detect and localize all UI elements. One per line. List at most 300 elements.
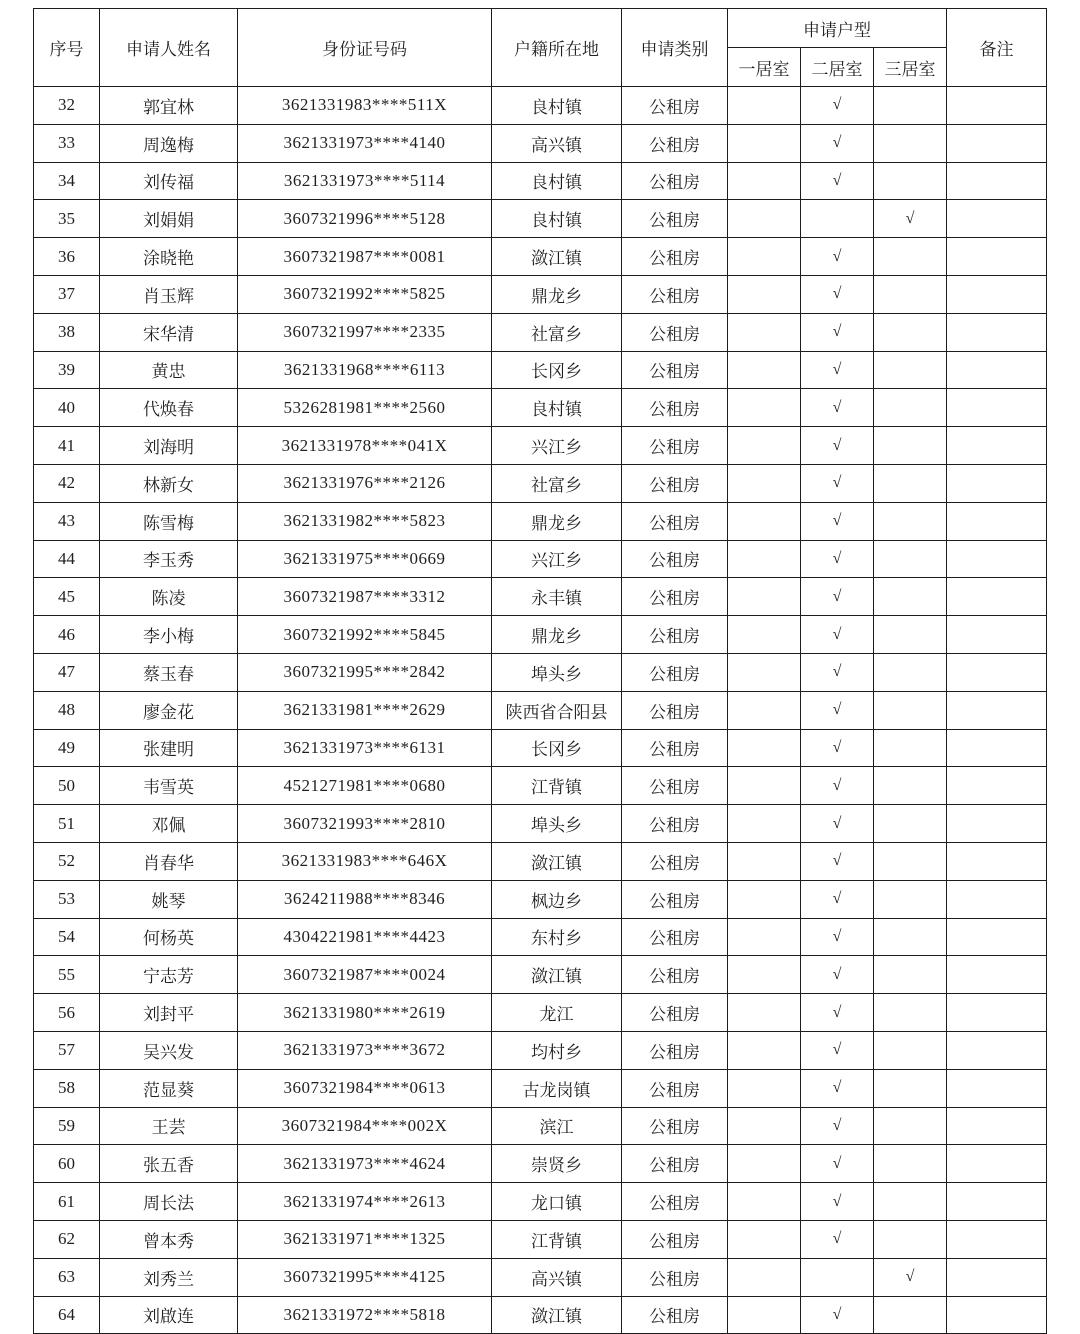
table-row [34,994,1047,1032]
cell-id-number: 3621331973****4140 [238,124,492,162]
cell-type-one [728,502,801,540]
table-row [34,1183,1047,1221]
cell-serial: 52 [34,842,100,880]
cell-serial: 55 [34,956,100,994]
cell-applicant-name: 周逸梅 [100,124,238,162]
cell-remark [947,1069,1047,1107]
cell-type-three [874,275,947,313]
cell-location: 兴江乡 [492,540,622,578]
cell-type-one [728,1258,801,1296]
cell-applicant-name: 刘传福 [100,162,238,200]
cell-remark [947,1145,1047,1183]
cell-type-two: √ [801,880,874,918]
cell-type-one [728,87,801,125]
cell-category: 公租房 [622,1296,728,1334]
cell-id-number: 3621331983****511X [238,87,492,125]
cell-applicant-name: 宁志芳 [100,956,238,994]
cell-type-two: √ [801,238,874,276]
cell-applicant-name: 郭宜林 [100,87,238,125]
cell-remark [947,805,1047,843]
cell-serial: 54 [34,918,100,956]
table-row [34,275,1047,313]
cell-type-one [728,162,801,200]
cell-serial: 56 [34,994,100,1032]
cell-category: 公租房 [622,1031,728,1069]
cell-serial: 34 [34,162,100,200]
cell-location: 良村镇 [492,87,622,125]
table-row [34,238,1047,276]
table-row [34,124,1047,162]
table-row [34,1107,1047,1145]
cell-type-one [728,389,801,427]
cell-applicant-name: 廖金花 [100,691,238,729]
cell-remark [947,351,1047,389]
cell-serial: 43 [34,502,100,540]
cell-location: 长冈乡 [492,351,622,389]
cell-applicant-name: 周长法 [100,1183,238,1221]
table-row [34,389,1047,427]
cell-type-one [728,124,801,162]
cell-applicant-name: 陈雪梅 [100,502,238,540]
cell-serial: 38 [34,313,100,351]
cell-type-three [874,313,947,351]
cell-type-one [728,238,801,276]
cell-type-three [874,805,947,843]
cell-type-three [874,1031,947,1069]
cell-category: 公租房 [622,200,728,238]
cell-serial: 48 [34,691,100,729]
cell-type-two: √ [801,464,874,502]
cell-location: 陕西省合阳县 [492,691,622,729]
cell-type-three [874,767,947,805]
cell-type-one [728,1183,801,1221]
cell-id-number: 3621331971****1325 [238,1220,492,1258]
cell-type-three [874,691,947,729]
cell-location: 兴江乡 [492,427,622,465]
cell-category: 公租房 [622,805,728,843]
cell-id-number: 3621331973****4624 [238,1145,492,1183]
cell-type-two [801,200,874,238]
cell-type-three [874,427,947,465]
cell-remark [947,578,1047,616]
cell-type-three: √ [874,200,947,238]
cell-remark [947,313,1047,351]
cell-category: 公租房 [622,578,728,616]
cell-category: 公租房 [622,389,728,427]
cell-type-three [874,464,947,502]
cell-type-one [728,578,801,616]
table-row [34,313,1047,351]
cell-category: 公租房 [622,956,728,994]
header-row-top [34,9,1047,48]
cell-category: 公租房 [622,1258,728,1296]
table-row [34,918,1047,956]
cell-category: 公租房 [622,653,728,691]
cell-type-three [874,956,947,994]
cell-type-two: √ [801,1145,874,1183]
cell-type-one [728,1145,801,1183]
cell-location: 社富乡 [492,313,622,351]
cell-applicant-name: 刘娟娟 [100,200,238,238]
cell-applicant-name: 林新女 [100,464,238,502]
cell-remark [947,918,1047,956]
header-type-group: 申请户型 [728,9,947,48]
cell-type-two: √ [801,1220,874,1258]
table-row [34,616,1047,654]
table-row [34,1296,1047,1334]
cell-applicant-name: 蔡玉春 [100,653,238,691]
cell-serial: 64 [34,1296,100,1334]
cell-type-two: √ [801,124,874,162]
cell-remark [947,200,1047,238]
cell-type-two: √ [801,616,874,654]
cell-applicant-name: 黄忠 [100,351,238,389]
cell-remark [947,1220,1047,1258]
cell-remark [947,1183,1047,1221]
cell-applicant-name: 李小梅 [100,616,238,654]
cell-applicant-name: 曾本秀 [100,1220,238,1258]
cell-remark [947,880,1047,918]
cell-id-number: 3621331973****3672 [238,1031,492,1069]
table-row [34,1220,1047,1258]
cell-serial: 47 [34,653,100,691]
cell-serial: 50 [34,767,100,805]
cell-serial: 44 [34,540,100,578]
header-applicant-name: 申请人姓名 [100,9,238,87]
cell-type-two: √ [801,918,874,956]
cell-applicant-name: 陈凌 [100,578,238,616]
cell-type-one [728,427,801,465]
cell-id-number: 3607321987****0024 [238,956,492,994]
cell-location: 潋江镇 [492,956,622,994]
cell-type-two: √ [801,87,874,125]
cell-type-two: √ [801,1183,874,1221]
cell-category: 公租房 [622,1220,728,1258]
cell-remark [947,238,1047,276]
cell-applicant-name: 姚琴 [100,880,238,918]
cell-location: 鼎龙乡 [492,616,622,654]
cell-type-two: √ [801,578,874,616]
header-location: 户籍所在地 [492,9,622,87]
cell-location: 良村镇 [492,162,622,200]
cell-type-one [728,1107,801,1145]
cell-applicant-name: 刘秀兰 [100,1258,238,1296]
table-row [34,87,1047,125]
cell-serial: 42 [34,464,100,502]
applicant-table [33,8,1047,1334]
cell-type-three [874,87,947,125]
cell-id-number: 3607321995****4125 [238,1258,492,1296]
cell-remark [947,956,1047,994]
cell-type-two: √ [801,1069,874,1107]
cell-serial: 35 [34,200,100,238]
cell-remark [947,1031,1047,1069]
cell-type-three [874,994,947,1032]
cell-serial: 39 [34,351,100,389]
cell-serial: 62 [34,1220,100,1258]
cell-type-one [728,691,801,729]
cell-serial: 40 [34,389,100,427]
cell-location: 潋江镇 [492,1296,622,1334]
cell-type-three [874,1145,947,1183]
cell-category: 公租房 [622,616,728,654]
cell-type-three [874,729,947,767]
cell-location: 潋江镇 [492,842,622,880]
cell-type-three [874,124,947,162]
cell-type-two: √ [801,427,874,465]
cell-type-two: √ [801,162,874,200]
cell-serial: 46 [34,616,100,654]
table-row [34,1145,1047,1183]
header-category: 申请类别 [622,9,728,87]
cell-type-three [874,842,947,880]
cell-location: 长冈乡 [492,729,622,767]
cell-applicant-name: 刘封平 [100,994,238,1032]
cell-type-three [874,389,947,427]
cell-type-two: √ [801,1296,874,1334]
cell-applicant-name: 代焕春 [100,389,238,427]
cell-type-two: √ [801,805,874,843]
cell-applicant-name: 王芸 [100,1107,238,1145]
cell-serial: 57 [34,1031,100,1069]
cell-remark [947,427,1047,465]
cell-category: 公租房 [622,1145,728,1183]
table-row [34,956,1047,994]
cell-category: 公租房 [622,502,728,540]
cell-type-three [874,1069,947,1107]
cell-type-one [728,464,801,502]
table-row [34,200,1047,238]
table-header [34,9,1047,87]
cell-remark [947,994,1047,1032]
cell-category: 公租房 [622,540,728,578]
cell-type-one [728,200,801,238]
cell-remark [947,540,1047,578]
cell-type-three [874,616,947,654]
cell-remark [947,464,1047,502]
cell-id-number: 3607321997****2335 [238,313,492,351]
table-row [34,729,1047,767]
cell-applicant-name: 张五香 [100,1145,238,1183]
cell-type-two [801,1258,874,1296]
cell-category: 公租房 [622,729,728,767]
cell-applicant-name: 张建明 [100,729,238,767]
cell-location: 高兴镇 [492,124,622,162]
cell-type-three [874,351,947,389]
cell-type-one [728,918,801,956]
cell-type-one [728,351,801,389]
table-row [34,880,1047,918]
table-row [34,1069,1047,1107]
table-row [34,653,1047,691]
cell-applicant-name: 韦雪英 [100,767,238,805]
cell-type-three [874,918,947,956]
cell-serial: 49 [34,729,100,767]
table-row [34,805,1047,843]
table-row [34,691,1047,729]
cell-serial: 60 [34,1145,100,1183]
cell-category: 公租房 [622,313,728,351]
cell-category: 公租房 [622,124,728,162]
cell-type-two: √ [801,540,874,578]
cell-id-number: 3621331982****5823 [238,502,492,540]
cell-applicant-name: 肖春华 [100,842,238,880]
cell-remark [947,124,1047,162]
cell-serial: 32 [34,87,100,125]
cell-remark [947,1107,1047,1145]
cell-type-three [874,1183,947,1221]
cell-location: 高兴镇 [492,1258,622,1296]
cell-type-one [728,956,801,994]
cell-id-number: 3621331975****0669 [238,540,492,578]
cell-location: 鼎龙乡 [492,275,622,313]
cell-type-one [728,842,801,880]
cell-type-one [728,994,801,1032]
cell-location: 社富乡 [492,464,622,502]
cell-id-number: 3607321993****2810 [238,805,492,843]
cell-location: 埠头乡 [492,653,622,691]
cell-category: 公租房 [622,691,728,729]
cell-applicant-name: 李玉秀 [100,540,238,578]
cell-type-two: √ [801,313,874,351]
table-row [34,464,1047,502]
cell-type-three: √ [874,1258,947,1296]
cell-type-three [874,1220,947,1258]
cell-type-one [728,653,801,691]
cell-type-two: √ [801,994,874,1032]
cell-id-number: 3621331972****5818 [238,1296,492,1334]
cell-type-two: √ [801,956,874,994]
cell-location: 崇贤乡 [492,1145,622,1183]
header-remark: 备注 [947,9,1047,87]
cell-id-number: 3607321987****0081 [238,238,492,276]
cell-id-number: 3607321992****5845 [238,616,492,654]
cell-serial: 36 [34,238,100,276]
cell-type-one [728,616,801,654]
cell-id-number: 3621331981****2629 [238,691,492,729]
cell-remark [947,389,1047,427]
cell-id-number: 3621331983****646X [238,842,492,880]
cell-applicant-name: 何杨英 [100,918,238,956]
cell-location: 东村乡 [492,918,622,956]
cell-category: 公租房 [622,87,728,125]
cell-remark [947,691,1047,729]
cell-type-one [728,767,801,805]
cell-serial: 53 [34,880,100,918]
cell-location: 良村镇 [492,389,622,427]
cell-category: 公租房 [622,464,728,502]
cell-type-one [728,1031,801,1069]
cell-location: 滨江 [492,1107,622,1145]
cell-type-one [728,880,801,918]
cell-remark [947,162,1047,200]
cell-location: 良村镇 [492,200,622,238]
cell-type-one [728,313,801,351]
header-type-three: 三居室 [874,48,947,87]
cell-category: 公租房 [622,427,728,465]
cell-id-number: 3624211988****8346 [238,880,492,918]
cell-location: 永丰镇 [492,578,622,616]
cell-type-three [874,1107,947,1145]
cell-serial: 45 [34,578,100,616]
cell-category: 公租房 [622,767,728,805]
table-row [34,767,1047,805]
cell-id-number: 4521271981****0680 [238,767,492,805]
table-row [34,162,1047,200]
cell-location: 古龙岗镇 [492,1069,622,1107]
cell-type-three [874,540,947,578]
cell-applicant-name: 范显葵 [100,1069,238,1107]
cell-category: 公租房 [622,918,728,956]
cell-id-number: 3621331973****5114 [238,162,492,200]
cell-remark [947,1296,1047,1334]
cell-type-two: √ [801,691,874,729]
cell-location: 均村乡 [492,1031,622,1069]
cell-type-one [728,1220,801,1258]
cell-id-number: 3607321987****3312 [238,578,492,616]
cell-category: 公租房 [622,994,728,1032]
table-row [34,540,1047,578]
cell-type-three [874,502,947,540]
cell-id-number: 3607321984****002X [238,1107,492,1145]
cell-category: 公租房 [622,238,728,276]
cell-category: 公租房 [622,275,728,313]
cell-category: 公租房 [622,162,728,200]
table-row [34,427,1047,465]
cell-remark [947,502,1047,540]
table-row [34,502,1047,540]
table-row [34,842,1047,880]
cell-type-two: √ [801,842,874,880]
cell-id-number: 3621331973****6131 [238,729,492,767]
cell-type-one [728,275,801,313]
cell-id-number: 3607321996****5128 [238,200,492,238]
cell-id-number: 3621331968****6113 [238,351,492,389]
cell-applicant-name: 吴兴发 [100,1031,238,1069]
table-body [34,87,1047,1334]
cell-applicant-name: 邓佩 [100,805,238,843]
cell-id-number: 3607321992****5825 [238,275,492,313]
cell-location: 龙口镇 [492,1183,622,1221]
cell-applicant-name: 刘啟连 [100,1296,238,1334]
cell-type-three [874,162,947,200]
cell-serial: 41 [34,427,100,465]
cell-location: 江背镇 [492,767,622,805]
cell-type-one [728,805,801,843]
cell-serial: 59 [34,1107,100,1145]
cell-id-number: 3621331978****041X [238,427,492,465]
cell-serial: 51 [34,805,100,843]
cell-type-two: √ [801,1031,874,1069]
cell-remark [947,616,1047,654]
cell-type-two: √ [801,767,874,805]
cell-serial: 33 [34,124,100,162]
cell-type-three [874,1296,947,1334]
cell-location: 鼎龙乡 [492,502,622,540]
cell-category: 公租房 [622,1107,728,1145]
cell-location: 潋江镇 [492,238,622,276]
cell-type-two: √ [801,502,874,540]
cell-type-two: √ [801,351,874,389]
table-row [34,578,1047,616]
table-row [34,1258,1047,1296]
cell-remark [947,1258,1047,1296]
cell-remark [947,653,1047,691]
table-row [34,1031,1047,1069]
cell-type-three [874,880,947,918]
header-id-number: 身份证号码 [238,9,492,87]
cell-category: 公租房 [622,1183,728,1221]
